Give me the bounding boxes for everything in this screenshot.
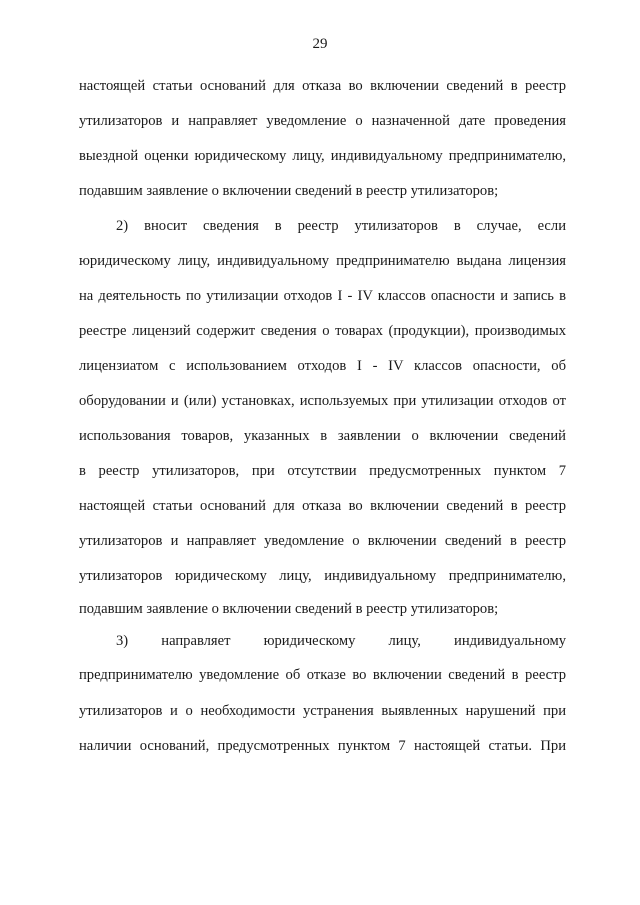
page-number: 29 (312, 36, 328, 52)
text-line: наличии оснований, предусмотренных пунктом 7 настоящей статьи. При (79, 738, 566, 754)
text-line: настоящей статьи оснований для отказа во включении сведений в реестр (79, 78, 566, 94)
text-line: 2) вносит сведения в реестр утилизаторов в случае, если (116, 218, 566, 234)
text-line: использования товаров, указанных в заявлении о включении сведений (79, 428, 566, 444)
text-line: утилизаторов юридическому лицу, индивидуальному предпринимателю, (79, 568, 566, 584)
text-line: лицензиатом с использованием отходов I - IV классов опасности, об (79, 358, 566, 374)
text-line: на деятельность по утилизации отходов I - IV классов опасности и запись в (79, 288, 566, 304)
text-line: настоящей статьи оснований для отказа во включении сведений в реестр (79, 498, 566, 514)
text-line: утилизаторов и о необходимости устранения выявленных нарушений при (79, 703, 566, 719)
text-line: выездной оценки юридическому лицу, индивидуальному предпринимателю, (79, 148, 566, 164)
text-line: 3) направляет юридическому лицу, индивидуальному (116, 633, 566, 649)
text-line: реестре лицензий содержит сведения о товарах (продукции), производимых (79, 323, 566, 339)
text-line: подавшим заявление о включении сведений в реестр утилизаторов; (79, 183, 499, 199)
text-line: подавшим заявление о включении сведений в реестр утилизаторов; (79, 601, 499, 617)
text-line: утилизаторов и направляет уведомление о назначенной дате проведения (79, 113, 566, 129)
text-line: в реестр утилизаторов, при отсутствии предусмотренных пунктом 7 (79, 463, 566, 479)
text-line: предпринимателю уведомление об отказе во включении сведений в реестр (79, 667, 566, 683)
text-line: юридическому лицу, индивидуальному предпринимателю выдана лицензия (79, 253, 566, 269)
text-line: утилизаторов и направляет уведомление о включении сведений в реестр (79, 533, 566, 549)
text-line: оборудовании и (или) установках, используемых при утилизации отходов от (79, 393, 566, 409)
